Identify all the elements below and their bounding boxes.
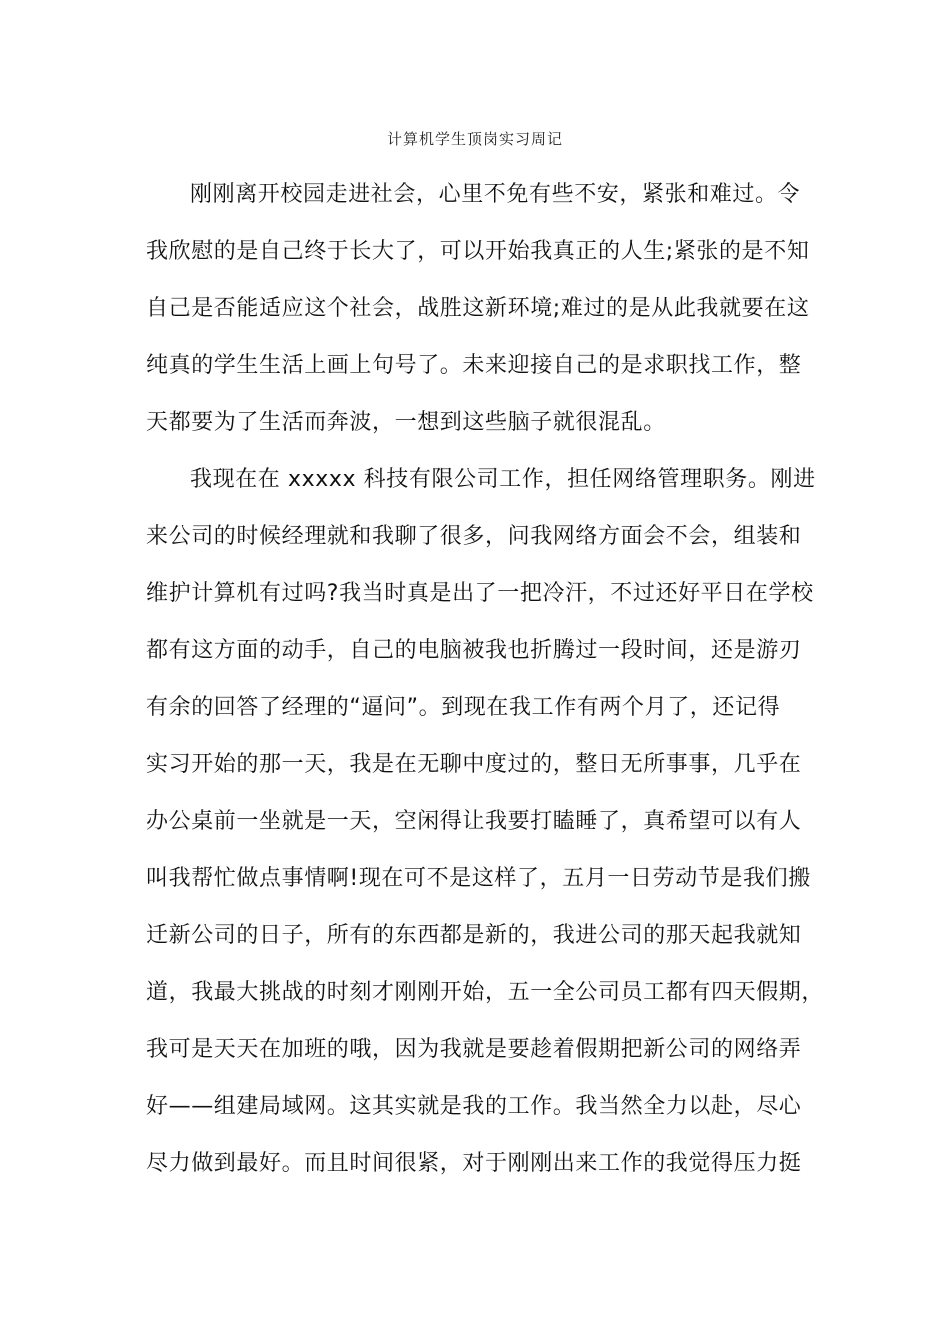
paragraph-2-line-11: 我可是天天在加班的哦，因为我就是要趁着假期把新公司的网络弄 <box>146 1037 802 1062</box>
paragraph-2-line-2: 来公司的时候经理就和我聊了很多，问我网络方面会不会，组装和 <box>146 524 802 549</box>
paragraph-2-line-12: 好——组建局域网。这其实就是我的工作。我当然全力以赴，尽心 <box>146 1094 802 1119</box>
paragraph-2-line-4: 都有这方面的动手，自己的电脑被我也折腾过一段时间，还是游刃 <box>146 638 802 663</box>
paragraph-2-line-10: 道，我最大挑战的时刻才刚刚开始，五一全公司员工都有四天假期， <box>146 980 825 1005</box>
paragraph-1-line-1: 刚刚离开校园走进社会，心里不免有些不安，紧张和难过。令 <box>190 182 801 207</box>
paragraph-2-line-9: 迁新公司的日子，所有的东西都是新的，我进公司的那天起我就知 <box>146 923 802 948</box>
paragraph-2-line-13: 尽力做到最好。而且时间很紧，对于刚刚出来工作的我觉得压力挺 <box>146 1151 802 1176</box>
paragraph-1-line-3: 自己是否能适应这个社会，战胜这新环境;难过的是从此我就要在这 <box>146 296 810 321</box>
paragraph-2-line-3: 维护计算机有过吗?我当时真是出了一把冷汗，不过还好平日在学校 <box>146 581 814 606</box>
paragraph-1-line-2: 我欣慰的是自己终于长大了，可以开始我真正的人生;紧张的是不知 <box>146 239 810 264</box>
paragraph-2-line-8: 叫我帮忙做点事情啊!现在可不是这样了，五月一日劳动节是我们搬 <box>146 866 811 891</box>
paragraph-2-line-7: 办公桌前一坐就是一天，空闲得让我要打瞌睡了，真希望可以有人 <box>146 809 802 834</box>
paragraph-2-line-5: 有余的回答了经理的“逼问”。到现在我工作有两个月了，还记得 <box>146 695 781 720</box>
paragraph-2-line-1: 我现在在 xxxxx 科技有限公司工作，担任网络管理职务。刚进 <box>190 467 816 492</box>
paragraph-1-line-5: 天都要为了生活而奔波，一想到这些脑子就很混乱。 <box>146 410 666 435</box>
paragraph-2-line-6: 实习开始的那一天，我是在无聊中度过的，整日无所事事，几乎在 <box>146 752 802 777</box>
paragraph-1-line-4: 纯真的学生生活上画上句号了。未来迎接自己的是求职找工作，整 <box>146 353 802 378</box>
document-title: 计算机学生顶岗实习周记 <box>386 130 563 148</box>
